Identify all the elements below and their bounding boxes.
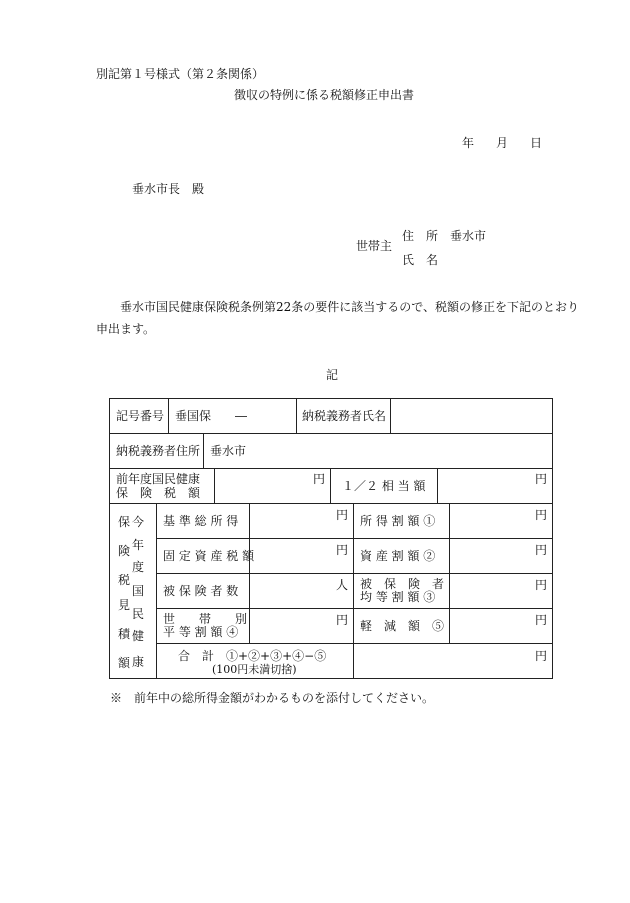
side-char: 度 [132,560,145,574]
taxpayer-name-label: 納税義務者氏名 [302,409,387,423]
per-capita-label-2: 均 等 割 額 ③ [360,590,436,604]
address-value: 垂水市 [450,229,487,243]
body-text-line1: 垂水市国民健康保険税条例第22条の要件に該当するので、税額の修正を下記のとおり [120,300,580,314]
date-year: 年 [462,136,475,150]
side-char: 額 [118,656,131,670]
footnote: ※ 前年中の総所得金額がわかるものを添付してください。 [110,691,435,705]
ki-heading: 記 [326,368,339,382]
asset-share-label: 資 産 割 額 ② [360,549,436,563]
yen-per-capita: 円 [535,578,548,592]
address-label: 住 所 [402,229,439,243]
form-label: 別記第１号様式（第２条関係） [96,67,265,81]
total-label: 合 計 ①+②+③+④−⑤ [178,649,327,663]
yen-total: 円 [535,649,548,663]
household-label-2: 平 等 割 額 ④ [163,625,239,639]
prev-tax-label-2: 保 険 税 額 [116,486,201,500]
side-char: 保 [118,515,131,529]
applicant-role: 世帯主 [356,239,393,253]
body-text-line2: 申出ます。 [96,322,156,336]
nin-insured-count: 人 [336,578,349,592]
fixed-asset-label: 固 定 資 産 税 額 [163,549,255,563]
side-char: 税 [118,573,131,587]
income-share-label: 所 得 割 額 ① [360,514,436,528]
total-note: (100円未満切捨) [212,663,297,676]
date-day: 日 [530,136,543,150]
addressee: 垂水市長 殿 [132,182,205,196]
insured-count-label: 被 保 険 者 数 [163,584,239,598]
kigou-label: 記号番号 [116,409,165,423]
yen-half-amount: 円 [535,472,548,486]
per-capita-label-1: 被 保 険 者 [360,577,445,591]
yen-income-share: 円 [535,508,548,522]
kigou-value: 垂国保 ― [175,409,248,423]
side-char: 健 [132,629,145,643]
side-char: 今 [132,515,145,529]
reduction-label: 軽 減 額 ⑤ [360,619,445,633]
side-char: 康 [132,655,145,669]
half-amount-label: １／２ 相 当 額 [342,479,426,493]
yen-asset-share: 円 [535,543,548,557]
base-income-label: 基 準 総 所 得 [163,514,239,528]
side-char: 年 [132,538,145,552]
side-char: 見 [118,598,131,612]
side-char: 険 [118,544,131,558]
yen-household: 円 [336,613,349,627]
prev-tax-label-1: 前年度国民健康 [116,472,201,486]
name-label: 氏 名 [402,253,439,267]
yen-base-income: 円 [336,508,349,522]
date-month: 月 [496,136,509,150]
page-title: 徴収の特例に係る税額修正申出書 [234,88,415,102]
side-char: 国 [132,584,145,598]
side-char: 民 [132,607,145,621]
side-char: 積 [118,627,131,641]
yen-prev-tax: 円 [313,472,326,486]
household-label-1: 世 帯 別 [163,612,248,626]
yen-reduction: 円 [535,613,548,627]
taxpayer-address-label: 納税義務者住所 [116,444,201,458]
yen-fixed-asset: 円 [336,543,349,557]
taxpayer-address-value: 垂水市 [210,444,247,458]
